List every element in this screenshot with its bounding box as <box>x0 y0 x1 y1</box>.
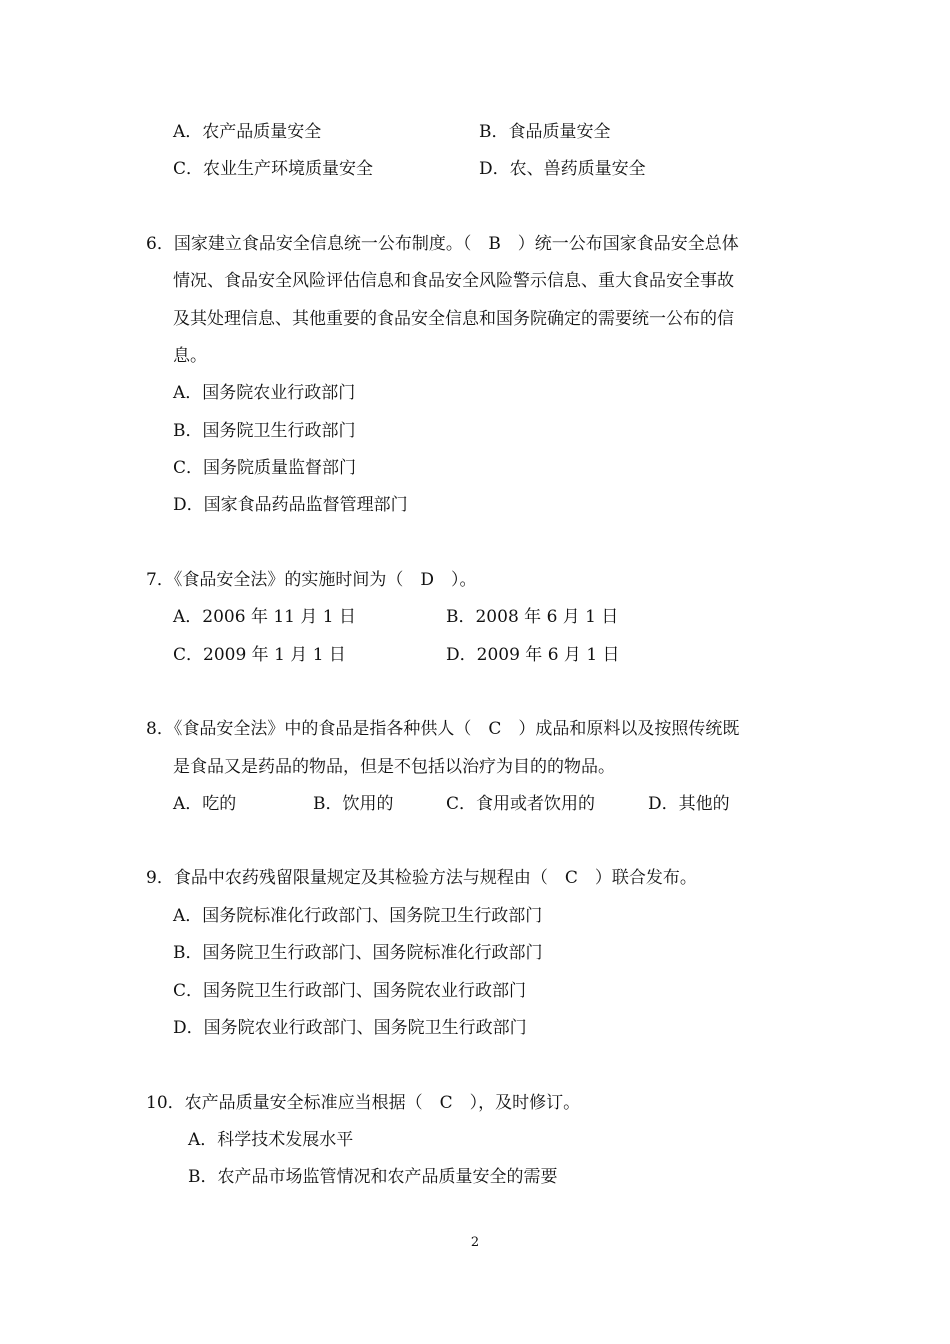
q9-option-c: C．国务院卫生行政部门、国务院农业行政部门 <box>173 981 527 1001</box>
q8-option-a: A．吃的 <box>173 794 237 814</box>
q9-option-a: A．国务院标准化行政部门、国务院卫生行政部门 <box>173 906 543 926</box>
q9-option-b: B．国务院卫生行政部门、国务院标准化行政部门 <box>173 943 543 963</box>
q8-option-b: B．饮用的 <box>313 794 394 814</box>
q6-stem-line-3: 及其处理信息、其他重要的食品安全信息和国务院确定的需要统一公布的信 <box>173 309 734 329</box>
q6-option-b: B．国务院卫生行政部门 <box>173 421 356 441</box>
q7-option-b: B．2008 年 6 月 1 日 <box>446 607 619 627</box>
q8-stem-line-1: 8．《食品安全法》中的食品是指各种供人（ C ）成品和原料以及按照传统既 <box>146 719 740 739</box>
q7-stem: 7．《食品安全法》的实施时间为（ D ）。 <box>146 570 477 590</box>
q5-option-b: B．食品质量安全 <box>479 122 611 142</box>
q10-stem: 10．农产品质量安全标准应当根据（ C ），及时修订。 <box>146 1093 581 1113</box>
q9-stem: 9．食品中农药残留限量规定及其检验方法与规程由（ C ）联合发布。 <box>146 868 697 888</box>
q7-option-d: D．2009 年 6 月 1 日 <box>446 645 620 665</box>
q8-option-c: C．食用或者饮用的 <box>446 794 596 814</box>
q6-option-a: A．国务院农业行政部门 <box>173 383 356 403</box>
q7-option-c: C．2009 年 1 月 1 日 <box>173 645 346 665</box>
q9-option-d: D．国务院农业行政部门、国务院卫生行政部门 <box>173 1018 527 1038</box>
q6-stem-line-4: 息。 <box>173 346 207 366</box>
q10-option-b: B．农产品市场监管情况和农产品质量安全的需要 <box>188 1167 558 1187</box>
q10-option-a: A．科学技术发展水平 <box>188 1130 354 1150</box>
q5-option-d: D．农、兽药质量安全 <box>479 159 646 179</box>
q5-option-a: A．农产品质量安全 <box>173 122 322 142</box>
q7-option-a: A．2006 年 11 月 1 日 <box>173 607 357 627</box>
page-number: 2 <box>470 1235 480 1250</box>
q6-option-d: D．国家食品药品监督管理部门 <box>173 495 408 515</box>
q6-stem-line-1: 6．国家建立食品安全信息统一公布制度。（ B ）统一公布国家食品安全总体 <box>146 234 739 254</box>
q6-option-c: C．国务院质量监督部门 <box>173 458 357 478</box>
q5-option-c: C．农业生产环境质量安全 <box>173 159 374 179</box>
q8-option-d: D．其他的 <box>648 794 730 814</box>
q8-stem-line-2: 是食品又是药品的物品，但是不包括以治疗为目的的物品。 <box>173 757 615 777</box>
q6-stem-line-2: 情况、食品安全风险评估信息和食品安全风险警示信息、重大食品安全事故 <box>173 271 734 291</box>
